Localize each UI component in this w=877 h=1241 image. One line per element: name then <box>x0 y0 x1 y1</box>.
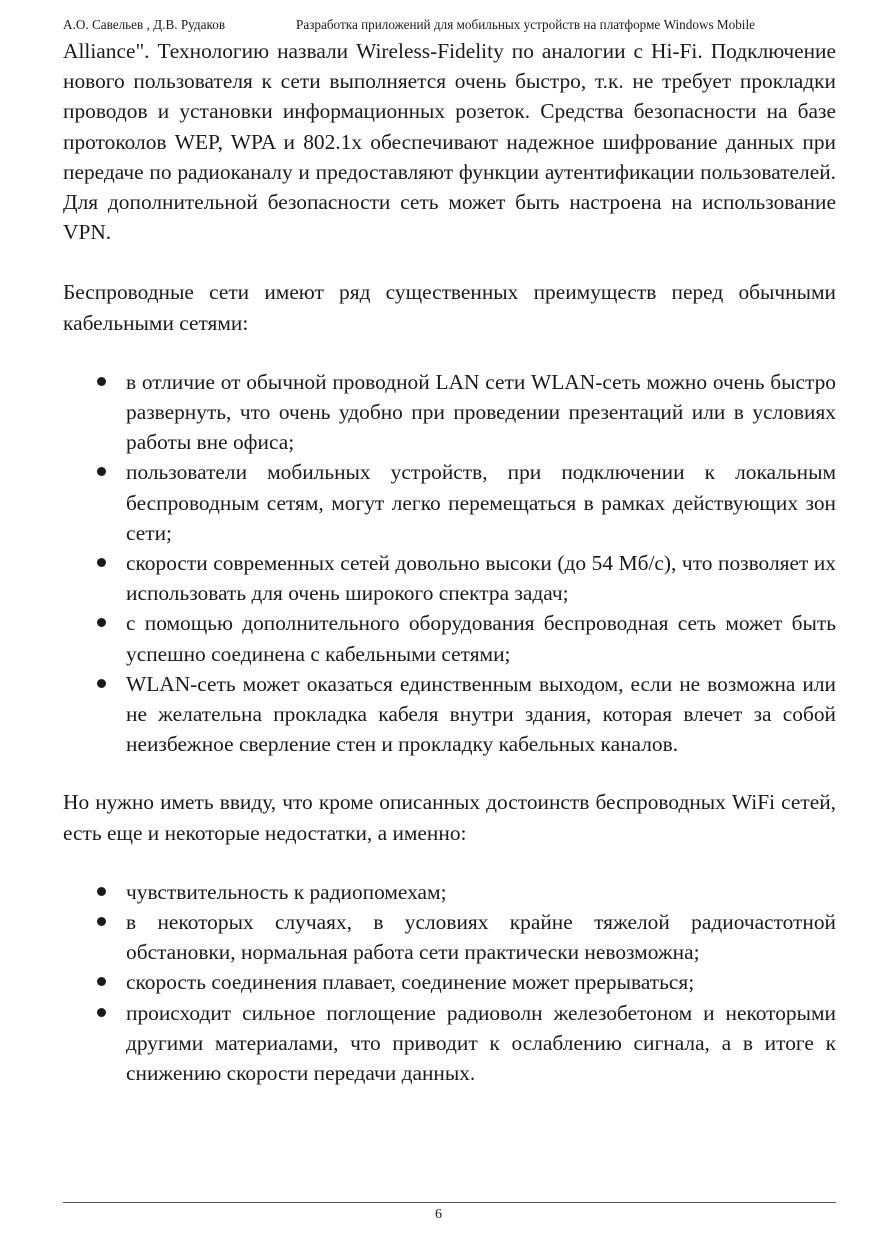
bullet-icon <box>97 679 106 688</box>
list-item-text: чувствительность к радиопомехам; <box>126 879 447 904</box>
list-item-text: с помощью дополнительного оборудования беспроводная сеть может быть успешно соединена с кабельными сетями; <box>126 611 836 666</box>
bullet-icon <box>97 618 106 627</box>
list-item <box>63 608 836 668</box>
list-item-text: скорость соединения плавает, соединение может прерываться; <box>126 970 695 995</box>
disadvantages-list <box>63 877 836 1088</box>
list-item-text: происходит сильное поглощение радиоволн железобетоном и некоторыми другими материалами, что приводит к ослаблению сигнала, а в итоге к снижению скорости передачи данных. <box>126 1000 836 1086</box>
list-item <box>63 548 836 608</box>
bullet-icon <box>97 1008 106 1017</box>
list-item-text: WLAN-сеть может оказаться единственным выходом, если не возможна или не желательна прокладка кабеля внутри здания, которая влечет за собой неизбежное сверление стен и прокладку кабельных каналов. <box>126 671 836 757</box>
bullet-icon <box>97 917 106 926</box>
bullet-icon <box>97 467 106 476</box>
list-item-text: в некоторых случаях, в условиях крайне тяжелой радиочастотной обстановки, нормальная работа сети практически невозможна; <box>126 910 836 965</box>
list-item <box>63 907 836 967</box>
paragraph-disadvantages-intro: Но нужно иметь ввиду, что кроме описанных достоинств беспроводных WiFi сетей, есть еще и некоторые недостатки, а именно: <box>63 790 836 845</box>
header-authors: А.О. Савельев , Д.В. Рудаков <box>63 17 226 32</box>
advantages-list <box>63 367 836 760</box>
list-item <box>63 967 836 997</box>
list-item <box>63 669 836 760</box>
list-item-text: скорости современных сетей довольно высоки (до 54 Мб/с), что позволяет их использовать для очень широкого спектра задач; <box>126 551 836 606</box>
header-title: Разработка приложений для мобильных устройств на платформе Windows Mobile <box>296 17 755 32</box>
page-number: 6 <box>435 1207 442 1222</box>
paragraph-wifi-intro: Alliance". Технологию назвали Wireless-Fidelity по аналогии с Hi-Fi. Подключение нового пользователя к сети выполняется очень быстро, т.к. не требует прокладки проводов и установки информационных розеток. Средства безопасности на базе протоколов WEP, WPA и 802.1x обеспечивают надежное шифрование данных при передаче по радиоканалу и предоставляют функции аутентификации пользователей. Для дополнительной безопасности сеть может быть настроена на использование VPN. <box>63 39 836 245</box>
page-body <box>63 36 836 1088</box>
bullet-icon <box>97 887 106 896</box>
bullet-icon <box>97 977 106 986</box>
page-header <box>63 15 836 35</box>
list-item <box>63 457 836 548</box>
list-item-text: пользователи мобильных устройств, при подключении к локальным беспроводным сетям, могут легко перемещаться в рамках действующих зон сети; <box>126 460 836 545</box>
paragraph-advantages-intro: Беспроводные сети имеют ряд существенных преимуществ перед обычными кабельными сетями: <box>63 280 836 335</box>
footer-divider <box>63 1202 836 1203</box>
list-item <box>63 367 836 458</box>
list-item <box>63 877 836 907</box>
bullet-icon <box>97 558 106 567</box>
bullet-icon <box>97 377 106 386</box>
list-item <box>63 998 836 1089</box>
list-item-text: в отличие от обычной проводной LAN сети WLAN-сеть можно очень быстро развернуть, что очень удобно при проведении презентаций или в условиях работы вне офиса; <box>126 369 836 455</box>
